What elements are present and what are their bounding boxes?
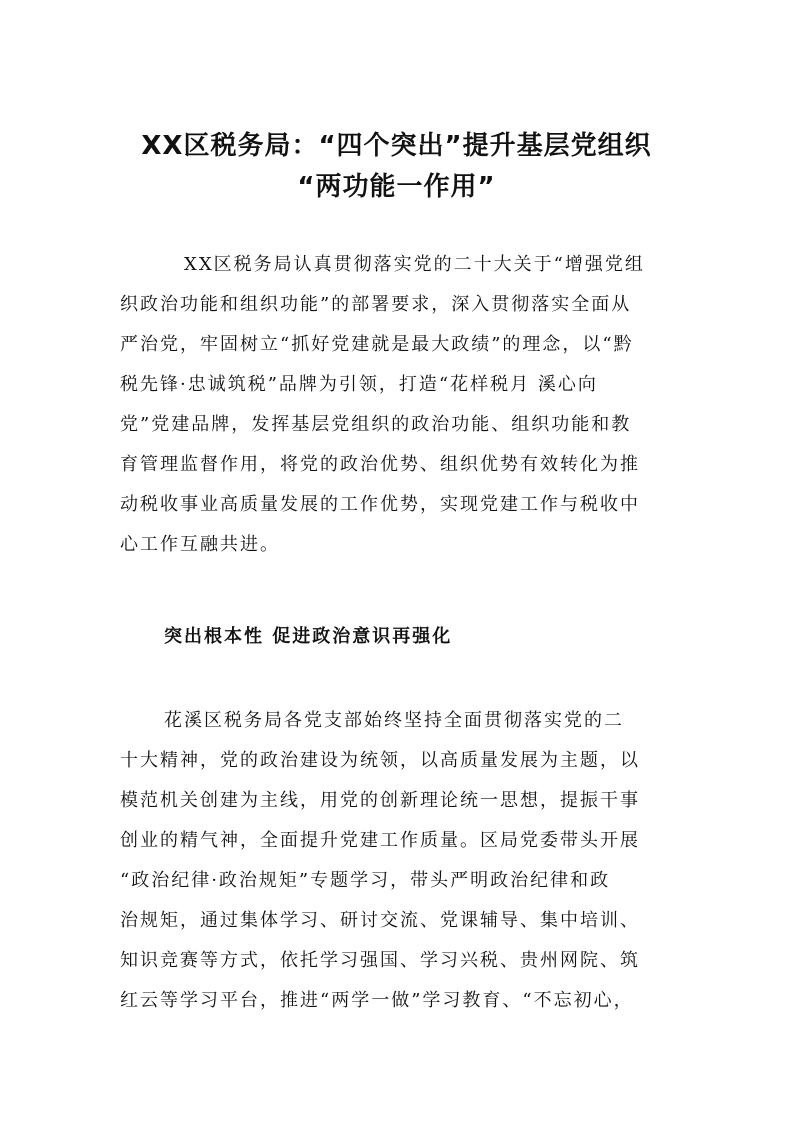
paragraph-section-1: [120, 701, 672, 1021]
paragraph-intro-line-8: 心工作互融共进。: [120, 534, 280, 555]
document-title-line-2: “两功能一作用”: [297, 172, 496, 202]
paragraph-section-1-line-5: “政治纪律·政治规矩”专题学习，带头严明政治纪律和政: [120, 870, 611, 891]
paragraph-intro-line-7: 动税收事业高质量发展的工作优势，实现党建工作与税收中: [120, 494, 640, 515]
document-title-line-1: XX区税务局：“四个突出”提升基层党组织: [141, 131, 652, 161]
paragraph-intro-line-4: 税先锋·忠诚筑税”品牌为引领，打造“花样税月 溪心向: [120, 374, 598, 395]
paragraph-intro-line-6: 育管理监督作用，将党的政治优势、组织优势有效转化为推: [120, 454, 640, 475]
paragraph-section-1-line-2: 十大精神，党的政治建设为统领，以高质量发展为主题，以: [120, 750, 640, 771]
paragraph-section-1-line-8: 红云等学习平台，推进“两学一做”学习教育、“不忘初心，: [120, 990, 634, 1011]
paragraph-section-1-line-7: 知识竞赛等方式，依托学习强国、学习兴税、贵州网院、筑: [120, 950, 640, 971]
paragraph-intro: [120, 245, 672, 565]
paragraph-intro-line-5: 党”党建品牌，发挥基层党组织的政治功能、组织功能和教: [120, 414, 632, 435]
paragraph-section-1-line-6: 治规矩，通过集体学习、研讨交流、党课辅导、集中培训、: [120, 910, 640, 931]
paragraph-intro-line-3: 严治党，牢固树立“抓好党建就是最大政绩”的理念，以“黔: [120, 334, 634, 355]
paragraph-section-1-line-4: 创业的精气神，全面提升党建工作质量。区局党委带头开展: [120, 830, 640, 851]
paragraph-section-1-line-1: 花溪区税务局各党支部始终坚持全面贯彻落实党的二: [164, 710, 624, 731]
section-heading: 突出根本性 促进政治意识再强化: [164, 626, 453, 647]
paragraph-section-1-line-3: 模范机关创建为主线，用党的创新理论统一思想，提振干事: [120, 790, 640, 811]
paragraph-intro-line-2: 织政治功能和组织功能”的部署要求，深入贯彻落实全面从: [120, 294, 632, 315]
paragraph-intro-line-1: XX区税务局认真贯彻落实党的二十大关于“增强党组: [184, 254, 645, 275]
